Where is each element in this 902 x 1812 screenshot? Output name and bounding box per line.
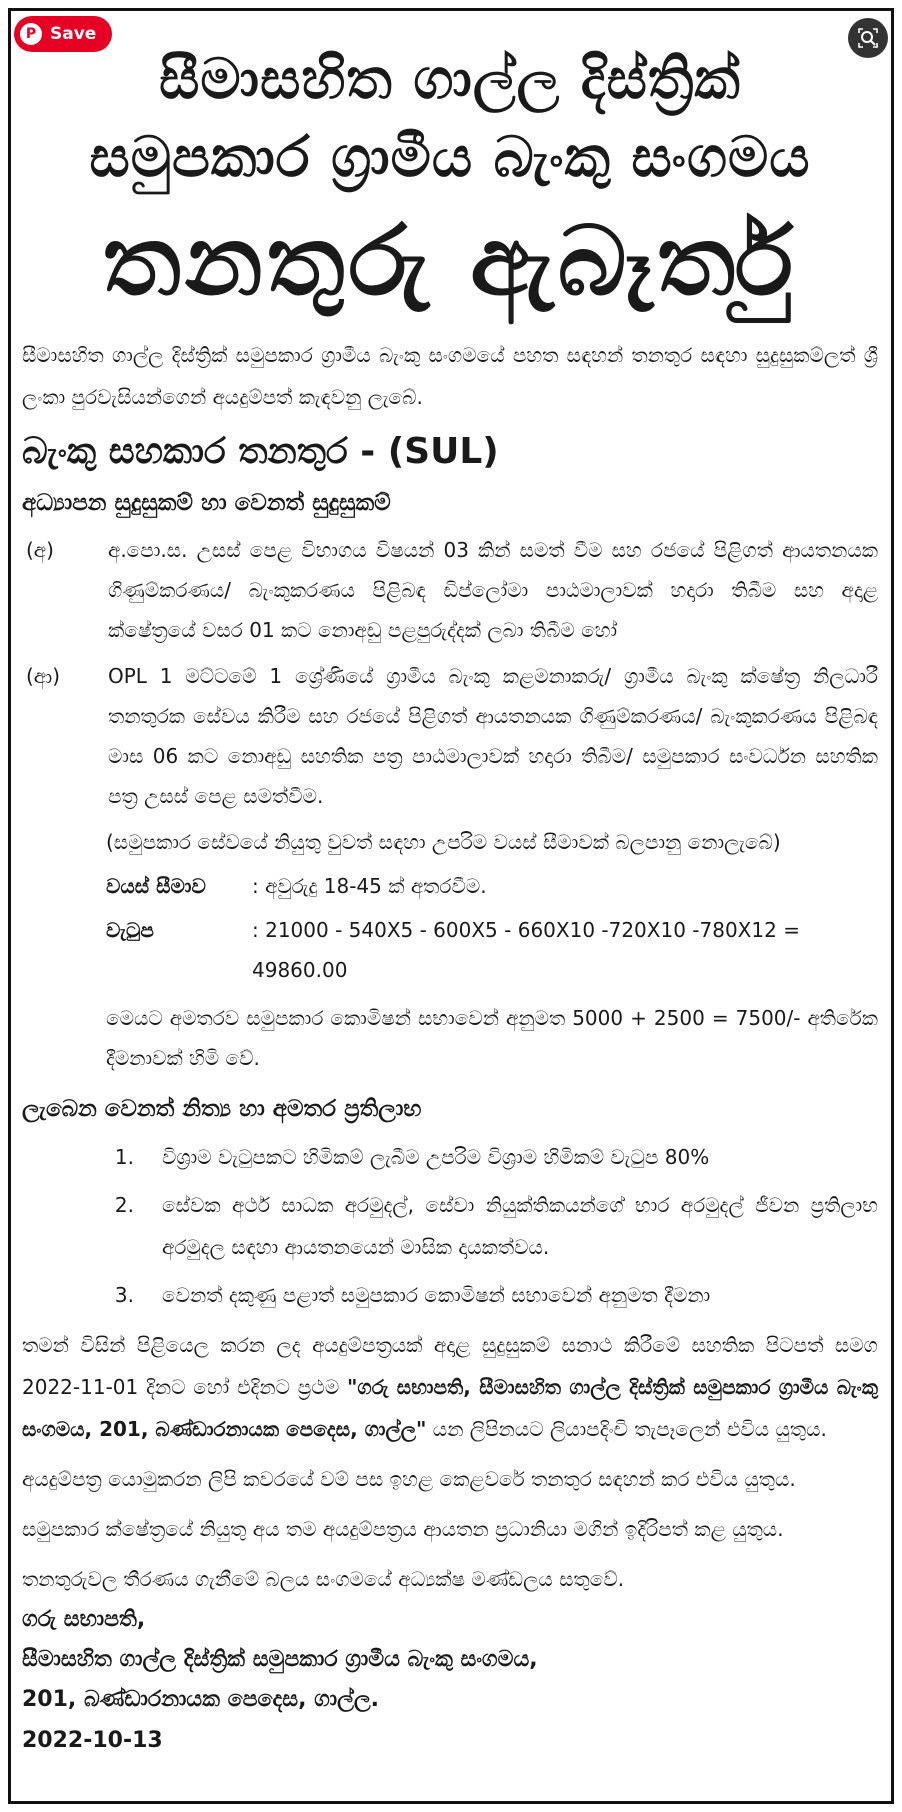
advert-content (22, 40, 878, 1762)
signature-org: සීමාසහිත ගාල්ල දිස්ත්‍රික් සමුපකාර ග්‍රාමීය බැංකු සංගමය, (22, 1647, 538, 1672)
allowance-text: මෙයට අමතරව සමුපකාර කොමිෂන් සභාවෙන් අනුමත 5000 + 2500 = 7500/- අතිරේක දීමනාවක් හිමි වේ. (106, 1006, 878, 1070)
issue-date: 2022-10-13 (22, 1728, 163, 1753)
header-line-2: සමුපකාර ග්‍රාමීය බැංකු සංගමය (89, 125, 811, 190)
visual-search-button[interactable] (848, 18, 888, 58)
visual-search-icon (856, 26, 880, 50)
envelope-instruction: අයදුම්පත්‍ර යොමුකරන ලිපි කවරයේ වම් පස ඉහළ කෙළවරේ තනතුර සඳහන් කර එවිය යුතුය. (22, 1467, 796, 1491)
application-text-2: යන ලිපිනයට ලියාපදිංචි තැපෑලෙන් එවිය යුතුය. (426, 1417, 827, 1441)
save-label: Save (50, 24, 97, 44)
age-label: වයස් සීමාව (106, 874, 206, 898)
intro-text: සීමාසහිත ගාල්ල දිස්ත්‍රික් සමුපකාර ග්‍රාමීය බැංකු සංගමයේ පහත සඳහන් තනතුර සඳහා සුදුසුකම්ලත් ශ්‍රී ලංකා පුරවැසියන්ගෙන් අයදුම්පත් කැඳවනු ලැබේ. (22, 343, 878, 409)
header-line-1: සීමාසහිත ගාල්ල දිස්ත්‍රික් (159, 47, 741, 112)
qualification-item (22, 656, 878, 816)
decision-note: තනතුරුවල තීරණය ගැනීමේ බලය සංගමයේ අධ්‍යක්ෂ මණ්ඩලය සතුවේ. (22, 1567, 625, 1591)
application-text-1: තමන් විසින් පිළියෙල කරන ලද අයදුම්පත්‍රයක් අදාළ සුදුසුකම් සනාථ කිරීමේ සහතික පිටපත් සමග 2022-11-01 දිනට හෝ එදිනට ප්‍රථම (22, 1333, 878, 1399)
qualifications-title: අධ්‍යාපන සුදුසුකම් හා වෙනත් සුදුසුකම් (22, 490, 391, 516)
pinterest-icon: P (20, 23, 42, 45)
age-value: : අවුරුදු 18-45 ක් අතරවීම. (252, 874, 487, 898)
item-marker: (අ) (26, 538, 54, 562)
benefit-text: විශ්‍රාම වැටුපකට හිමිකම් ලැබීම උපරිම විශ්‍රාම හිමිකම් වැටුප 80% (162, 1145, 710, 1169)
age-exemption-note: (සමුපකාර සේවයේ නියුතු වුවත් සඳහා උපරිම වයස් සීමාවක් බලපානු නොලැබේ) (106, 830, 781, 854)
salary-value: : 21000 - 540X5 - 600X5 - 660X10 -720X10 -780X12 = 49860.00 (252, 918, 800, 982)
position-title: බැංකු සහකාර තනතුර - (SUL) (22, 431, 499, 472)
item-text: අ.පො.ස. උසස් පෙළ විභාගය විෂයන් 03 කින් සමත් වීම සහ රජයේ පිළිගත් ආයතනයක ගිණුම්කරණය/ බැංකුකරණය පිළිබඳ ඩිප්ලෝමා පාඨමාලාවක් හදාරා තිබීම සහ අදාළ ක්ෂේත්‍රයේ වසර 01 කට නොඅඩු පළපුරුද්දක් ලබා තිබීම හෝ (108, 538, 878, 642)
item-text: OPL 1 මට්ටමේ 1 ශ්‍රේණියේ ග්‍රාමීය බැංකු කළමනාකරු/ ග්‍රාමීය බැංකු ක්ෂේත්‍ර නිලධාරී තනතුරක සේවය කිරීම සහ රජයේ පිළිගත් ආයතනයක ගිණුම්කරණය/ බැංකුකරණය පිළිබඳ මාස 06 කට නොඅඩු සහතික පත්‍ර පාඨමාලාවක් හදාරා තිබීම/ සමුපකාර සංවර්ධන සහතික පත්‍ර උසස් පෙළ සමත්වීම. (108, 664, 878, 808)
benefits-title: ලැබෙන වෙනත් නිත්‍ය හා අමතර ප්‍රතිලාභ (22, 1096, 422, 1122)
salary-label: වැටුප (106, 918, 154, 942)
item-marker: (ආ) (26, 664, 61, 688)
pinterest-save-button[interactable] (14, 16, 112, 52)
salary-row (106, 910, 878, 990)
application-instructions (22, 1324, 878, 1450)
benefit-item (22, 1274, 878, 1316)
benefit-number: 1. (114, 1145, 134, 1169)
benefit-number: 2. (114, 1193, 134, 1217)
via-head-instruction: සමුපකාර ක්ෂේත්‍රයේ නියුතු අය තම අයදුම්පත්‍රය ආයතන ප්‍රධානියා මගින් ඉදිරිපත් කළ යුතුය. (22, 1517, 784, 1541)
benefit-text: සේවක අර්ථ සාධක අරමුදල්, සේවා නියුක්තිකයන්ගේ භාර අරමුදල් ජීවන ප්‍රතිලාභ අරමුදල සඳහා ආයතනයෙන් මාසික දායකත්වය. (162, 1193, 878, 1259)
signature-address: 201, බණ්ඩාරනායක පෙදෙස, ගාල්ල. (22, 1687, 380, 1712)
qualification-item (22, 530, 878, 650)
application-address: "ගරු සභාපති, සීමාසහිත ගාල්ල දිස්ත්‍රික් සමුපකාර ග්‍රාමීය බැංකු සංගමය, 201, බණ්ඩාරනායක පෙදෙස, ගාල්ල" (22, 1375, 878, 1441)
signature-title: ගරු සභාපති, (22, 1607, 146, 1632)
benefit-text: වෙනත් දකුණු පළාත් සමුපකාර කොමිෂන් සභාවෙන් අනුමත දීමනා (162, 1283, 711, 1307)
header-vacancies: තනතුරු ඇබෑර්තු (102, 205, 798, 317)
age-limit-row (106, 866, 878, 906)
benefit-item (22, 1184, 878, 1268)
benefit-number: 3. (114, 1283, 134, 1307)
benefit-item (22, 1136, 878, 1178)
